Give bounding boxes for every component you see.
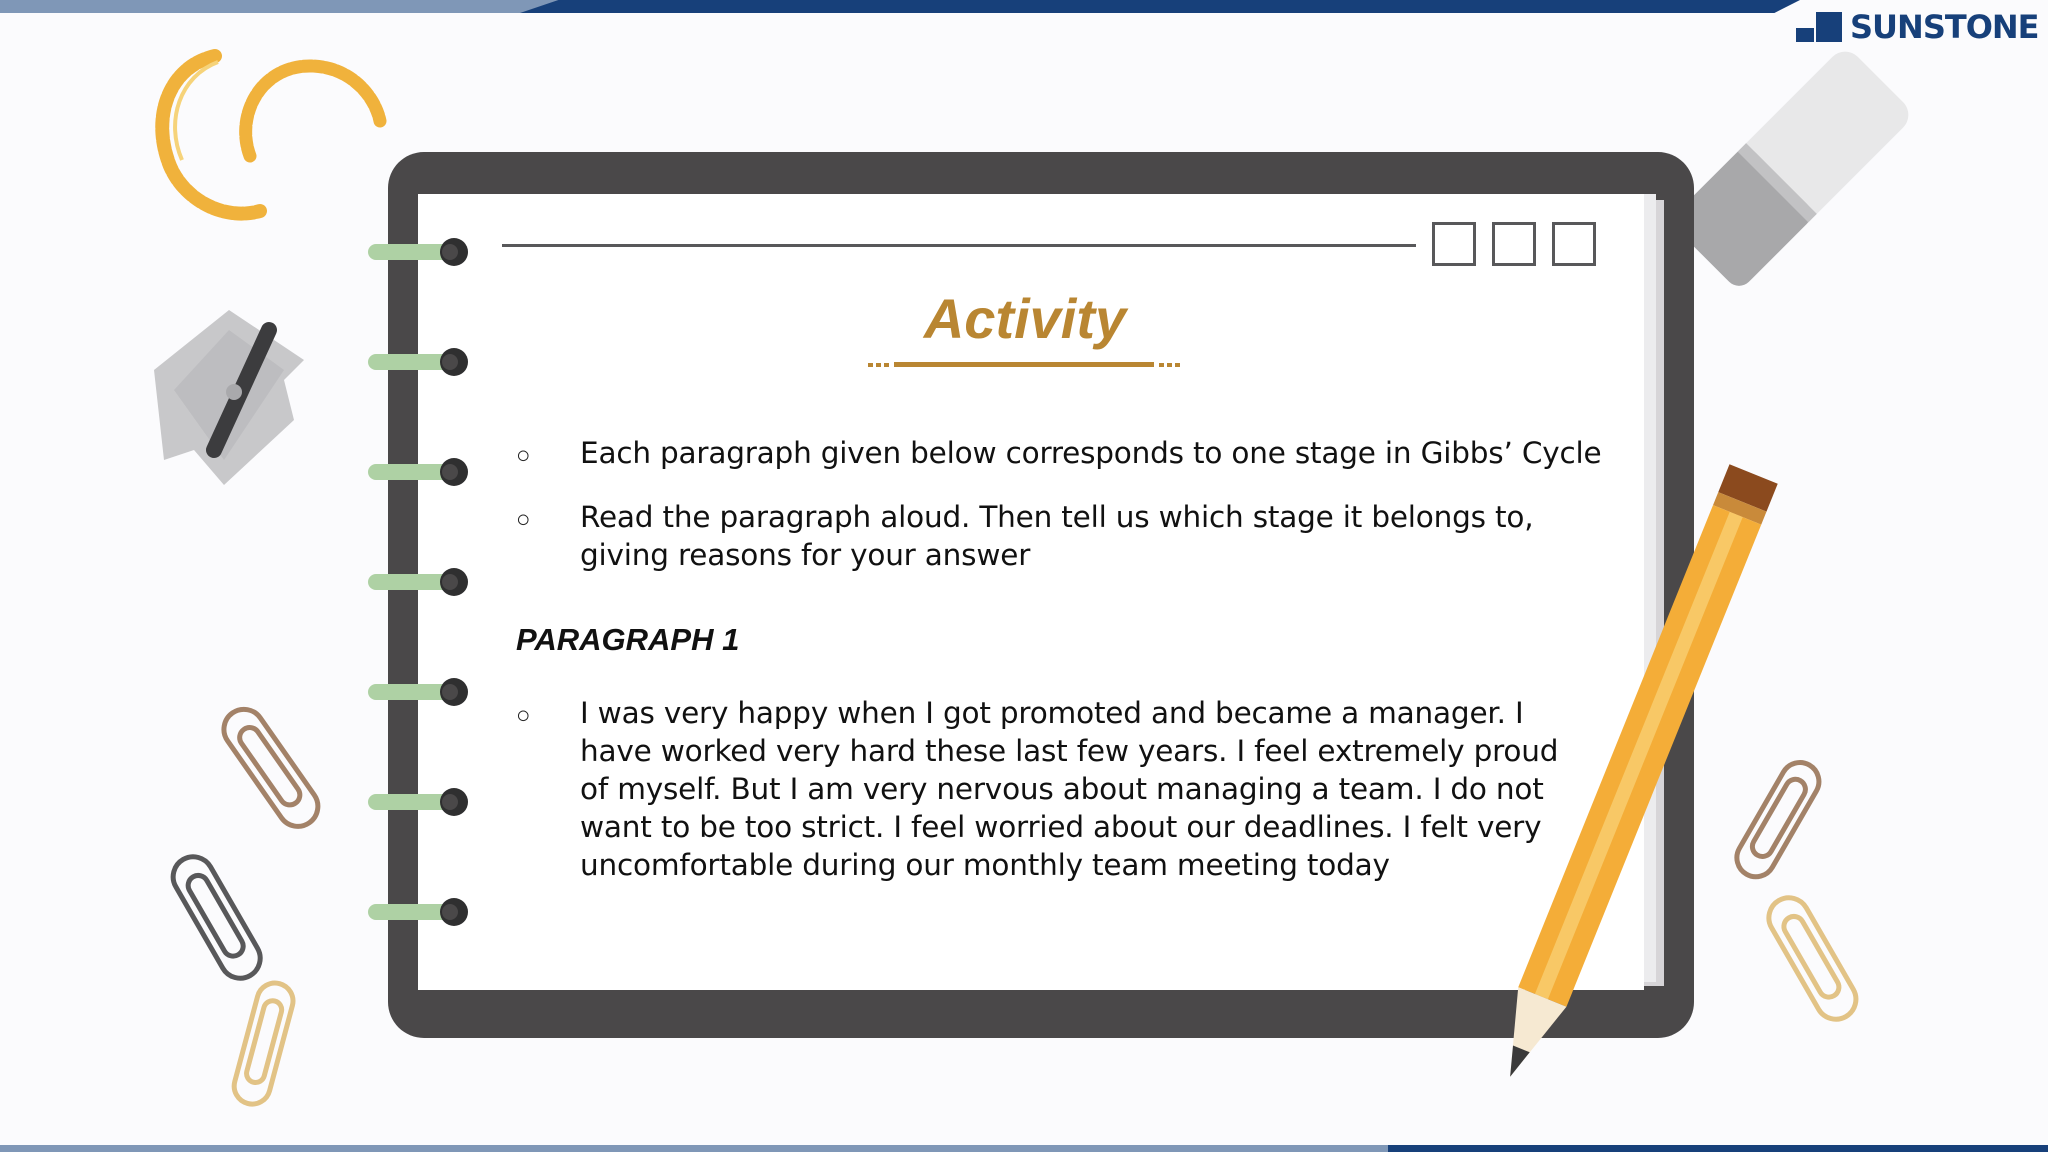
- pencil-sharpener-icon: [134, 300, 314, 500]
- hollow-circle-bullet-icon: ○: [516, 442, 531, 469]
- instruction-item: Each paragraph given below corresponds to one stage in Gibbs’ Cycle: [580, 436, 1602, 470]
- hollow-circle-bullet-icon: ○: [516, 506, 531, 533]
- spiral-ring-icon: [364, 676, 472, 708]
- title-underline: [868, 362, 1180, 368]
- hollow-circle-bullet-icon: ○: [516, 702, 531, 729]
- paragraph-text: [580, 694, 1558, 884]
- paragraph-line: of myself. But I am very nervous about managing a team. I do not: [580, 772, 1544, 806]
- sunstone-logo-icon: [1796, 10, 1844, 44]
- top-bar-dark-segment: [520, 0, 1800, 13]
- paragraph-line: want to be too strict. I feel worried about our deadlines. I felt very: [580, 810, 1542, 844]
- bottom-bar-dark-segment: [1388, 1145, 2048, 1152]
- paperclip-icon: [210, 976, 320, 1116]
- top-bar-light-segment: [0, 0, 560, 13]
- spiral-ring-icon: [364, 786, 472, 818]
- header-rule: [502, 244, 1416, 247]
- top-accent-bar: [0, 0, 2048, 13]
- bottom-accent-bar: [0, 1145, 2048, 1152]
- spiral-ring-icon: [364, 896, 472, 928]
- header-box-1: [1432, 222, 1476, 266]
- paragraph-line: have worked very hard these last few years. I feel extremely proud: [580, 734, 1559, 768]
- paperclip-icon: [210, 690, 340, 840]
- pencil-shavings-icon: [140, 36, 400, 236]
- instruction-item: Read the paragraph aloud. Then tell us which stage it belongs to, giving reasons for your answer: [580, 500, 1534, 572]
- paperclip-icon: [156, 840, 286, 990]
- spiral-ring-icon: [364, 346, 472, 378]
- paragraph-line: I was very happy when I got promoted and became a manager. I: [580, 696, 1524, 730]
- spiral-ring-icon: [364, 456, 472, 488]
- paragraph-line: uncomfortable during our monthly team meeting today: [580, 848, 1390, 882]
- spiral-ring-icon: [364, 566, 472, 598]
- spiral-ring-icon: [364, 236, 472, 268]
- brand-name: SUNSTONE: [1850, 8, 2039, 46]
- header-box-3: [1552, 222, 1596, 266]
- header-box-2: [1492, 222, 1536, 266]
- paperclip-icon: [1720, 752, 1840, 892]
- paragraph-heading: PARAGRAPH 1: [516, 622, 740, 657]
- slide-title: Activity: [923, 287, 1127, 350]
- paperclip-icon: [1750, 882, 1880, 1032]
